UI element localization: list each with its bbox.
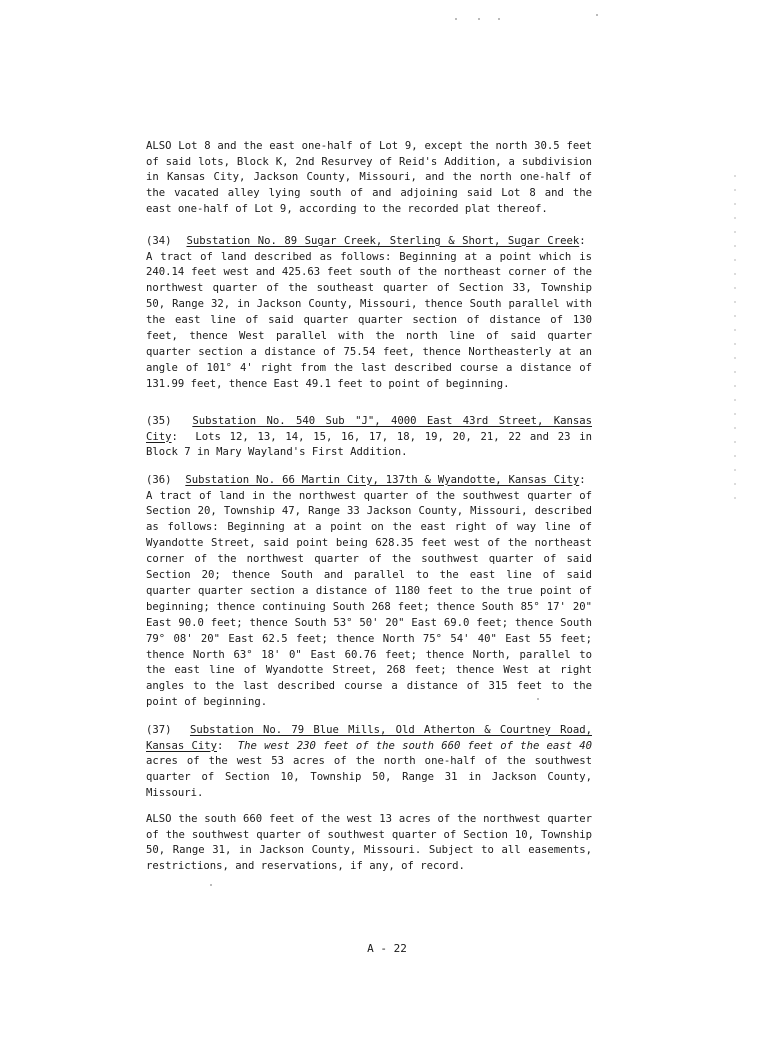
- item-body: Lots 12, 13, 14, 15, 16, 17, 18, 19, 20, 21, 22 and 23 in Block 7 in Mary Wayland's First Addition.: [146, 430, 592, 459]
- item-number: (35): [146, 414, 172, 427]
- item-heading: Substation No. 540 Sub "J", 4000 East 43rd Street, Kansas City: [146, 414, 592, 443]
- scan-edge-marks: [734, 175, 736, 505]
- paragraph-also-lot-8: ALSO Lot 8 and the east one-half of Lot 9, except the north 30.5 feet of said lots, Block K, 2nd Resurvey of Reid's Addition, a subdivision in Kansas City, Jackson County, Missouri, and the north one-half of the vacated alley lying south of and adjoining said Lot 8 and the east one-half of Lot 9, according to the recorded plat thereof.: [146, 139, 592, 216]
- paragraph-item-36: [132, 473, 592, 712]
- heading-colon: :: [216, 739, 224, 752]
- item-body: A tract of land described as follows: Beginning at a point which is 240.14 feet west and 425.63 feet south of the northeast corner of the northwest quarter of the southeast quarter of Section 33, Township 50, Range 32, in Jackson County, Missouri, thence South parallel with the east line of said quarter quarter section of distance of 130 feet, thence West parallel with the north line of said quarter quarter section a distance of 75.54 feet, thence Northeasterly at an angle of 101° 4' right from the last described course a distance of 131.99 feet, thence East 49.1 feet to point of beginning.: [146, 250, 592, 390]
- paragraph-item-34: [132, 234, 592, 393]
- heading-colon: :: [579, 234, 586, 247]
- scan-speck: [596, 14, 598, 16]
- paragraph-also-south-660: ALSO the south 660 feet of the west 13 acres of the northwest quarter of the southwest quarter of southwest quarter of Section 10, Township 50, Range 31, in Jackson County, Missouri. Subject to all easements, restrictions, and reservations, if any, of record.: [146, 812, 592, 873]
- scan-speck: [498, 18, 500, 20]
- paragraph-item-35: [132, 414, 592, 462]
- item-heading: Substation No. 89 Sugar Creek, Sterling & Short, Sugar Creek: [186, 234, 580, 247]
- item-body-italic: The west 230 feet of the south 660 feet of the east 40: [237, 739, 592, 752]
- scan-speck: [478, 18, 480, 20]
- item-number: (36): [146, 473, 172, 486]
- paragraph-item-37: [132, 723, 592, 803]
- item-heading: Substation No. 79 Blue Mills, Old Atherton & Courtney Road, Kansas City: [146, 723, 592, 752]
- item-number: (34): [146, 234, 172, 247]
- scan-speck: [210, 884, 212, 886]
- heading-colon: :: [579, 473, 586, 486]
- page-number: A - 22: [367, 942, 407, 955]
- item-heading: Substation No. 66 Martin City, 137th & Wyandotte, Kansas City: [185, 473, 580, 486]
- item-number: (37): [146, 723, 172, 736]
- heading-colon: :: [171, 430, 178, 443]
- item-body: acres of the west 53 acres of the north one-half of the southwest quarter of Section 10, Township 50, Range 31 in Jackson County, Missouri.: [146, 755, 592, 800]
- scan-speck: [537, 698, 539, 700]
- item-body: A tract of land in the northwest quarter of the southwest quarter of Section 20, Township 47, Range 33 Jackson County, Missouri, described as follows: Beginning at a point on the east right of way line of Wyandotte Street, said point being 628.35 feet west of the northeast corner of the northwest quarter of the southwest quarter of said Section 20; thence South and parallel to the east line of said quarter quarter section a distance of 1180 feet to the true point of beginning; thence continuing South 268 feet; thence South 85° 17' 20" East 90.0 feet; thence South 53° 50' 20" East 69.0 feet; thence South 79° 08' 20" East 62.5 feet; thence North 75° 54' 40" East 55 feet; thence North 63° 18' 0" East 60.76 feet; thence North, parallel to the east line of Wyandotte Street, 268 feet; thence West at right angles to the last described course a distance of 315 feet to the point of beginning.: [146, 489, 592, 709]
- scan-speck: [455, 18, 457, 20]
